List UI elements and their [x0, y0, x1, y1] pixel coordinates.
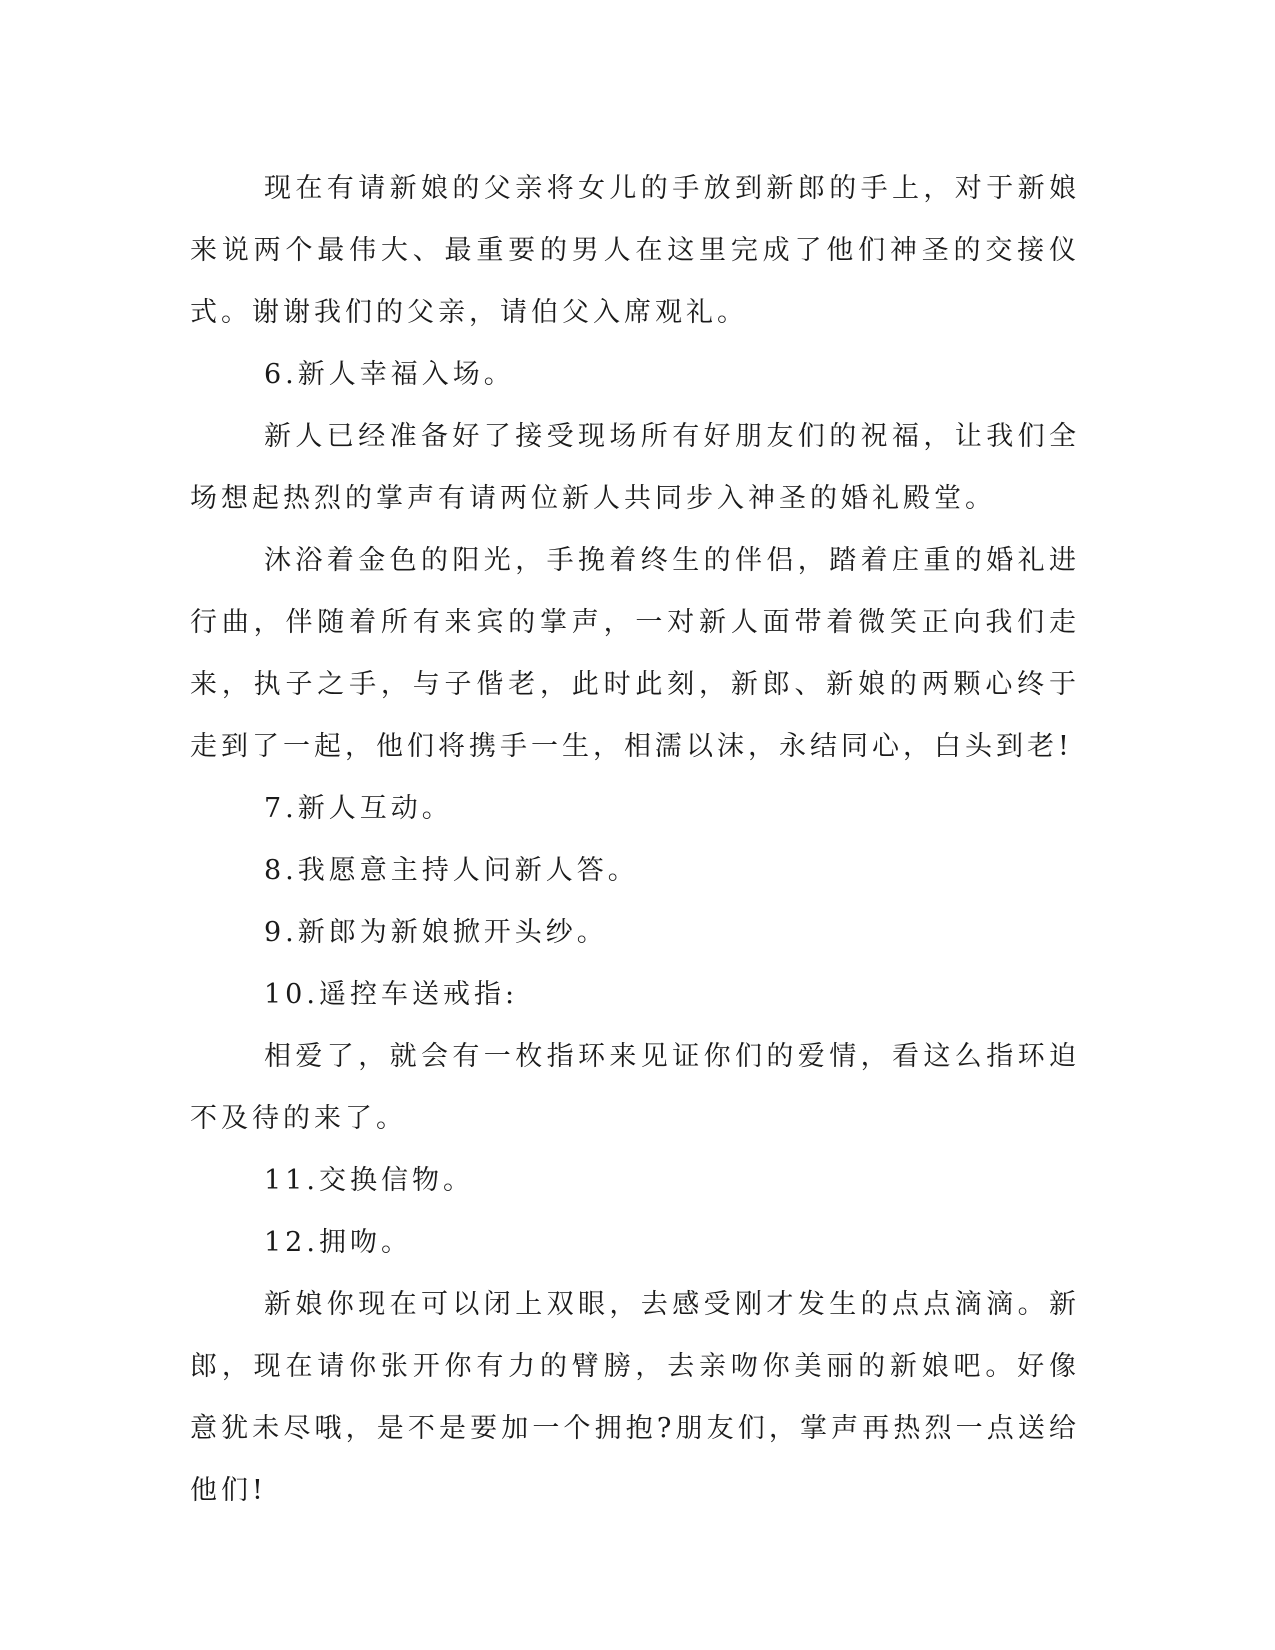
- paragraph-step-12: 12.拥吻。: [264, 1227, 412, 1258]
- paragraph-step-9: 9.新郎为新娘掀开头纱。: [264, 917, 608, 948]
- paragraph-father-handover: 现在有请新娘的父亲将女儿的手放到新郎的手上，对于新娘来说两个最伟大、最重要的男人在这里完成了他们神圣的交接仪式。谢谢我们的父亲，请伯父入席观礼。: [190, 173, 1080, 328]
- paragraph-step-11: 11.交换信物。: [264, 1165, 474, 1196]
- paragraph-step-10: 10.遥控车送戒指:: [264, 979, 519, 1010]
- paragraph-step-6: 6.新人幸福入场。: [264, 359, 515, 390]
- paragraph-step-7: 7.新人互动。: [264, 793, 453, 824]
- paragraph-couple-ready: 新人已经准备好了接受现场所有好朋友们的祝福，让我们全场想起热烈的掌声有请两位新人共同步入神圣的婚礼殿堂。: [190, 421, 1080, 514]
- document-body: [190, 158, 1080, 1522]
- paragraph-step-8: 8.我愿意主持人问新人答。: [264, 855, 639, 886]
- paragraph-kiss-the-bride: 新娘你现在可以闭上双眼，去感受刚才发生的点点滴滴。新郎，现在请你张开你有力的臂膀，去亲吻你美丽的新娘吧。好像意犹未尽哦，是不是要加一个拥抱?朋友们，掌声再热烈一点送给他们!: [190, 1289, 1080, 1506]
- paragraph-golden-sunlight: 沐浴着金色的阳光，手挽着终生的伴侣，踏着庄重的婚礼进行曲，伴随着所有来宾的掌声，一对新人面带着微笑正向我们走来，执子之手，与子偕老，此时此刻，新郎、新娘的两颗心终于走到了一起，他们将携手一生，相濡以沫，永结同心，白头到老!: [190, 545, 1080, 762]
- paragraph-ring-arrives: 相爱了，就会有一枚指环来见证你们的爱情，看这么指环迫不及待的来了。: [190, 1041, 1080, 1134]
